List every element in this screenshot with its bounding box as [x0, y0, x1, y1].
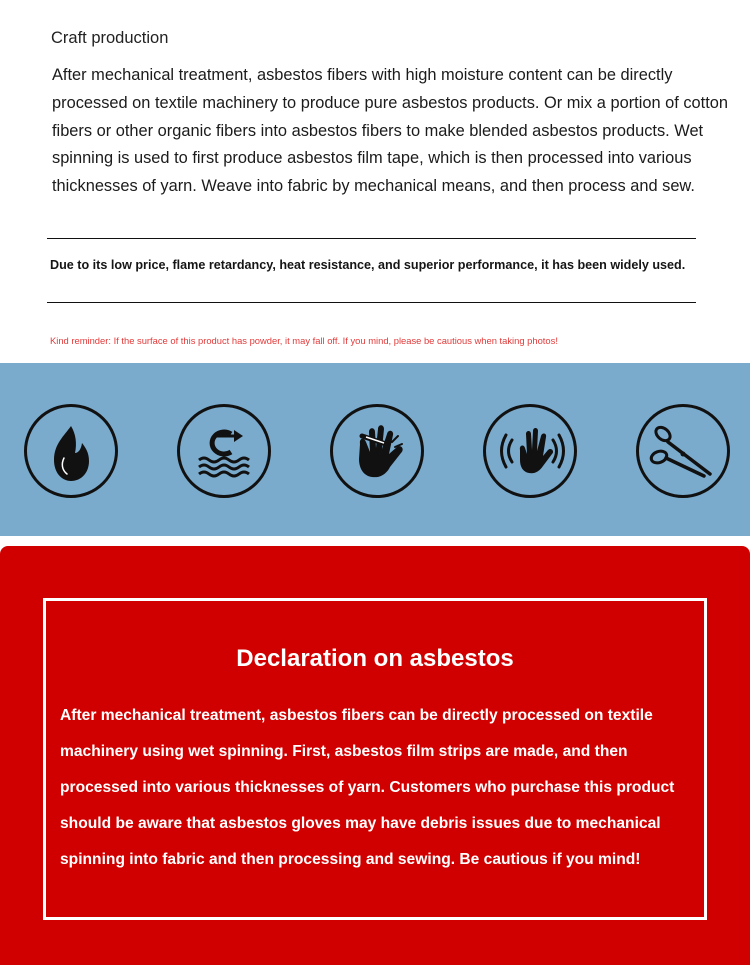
divider-top [47, 238, 696, 239]
asbestos-declaration-panel [0, 546, 750, 965]
declaration-title: Declaration on asbestos [236, 645, 514, 672]
flame-icon [24, 404, 118, 498]
declaration-frame [43, 598, 707, 920]
feature-icon-band [0, 363, 750, 536]
cut-resistant-glove-icon [330, 404, 424, 498]
anti-vibration-glove-icon [483, 404, 577, 498]
craft-production-text: After mechanical treatment, asbestos fibers with high moisture content can be directly processed on textile machinery to produce pure asbestos products. Or mix a portion of cotton fibers or other organic fibers into asbestos fibers to make blended asbestos products. Wet spinning is used to first produce asbestos film tape, which is then processed into various thicknesses of yarn. Weave into fabric by mechanical means, and then process and sew. [52, 66, 729, 196]
declaration-text: After mechanical treatment, asbestos fibers can be directly processed on textile machinery using wet spinning. First, asbestos film strips are made, and then processed into various thicknesses of yarn. Customers who purchase this product should be aware that asbestos gloves may have debris issues due to mechanical spinning into fabric and then processing and sewing. Be cautious if you mind! [60, 707, 675, 868]
scissors-icon [636, 404, 730, 498]
craft-production-title: Craft production [51, 29, 169, 47]
divider-bottom [47, 302, 696, 303]
water-resistant-icon [177, 404, 271, 498]
kind-reminder: Kind reminder: If the surface of this product has powder, it may fall off. If you mind, please be cautious when taking photos! [50, 335, 558, 346]
usage-tagline: Due to its low price, flame retardancy, heat resistance, and superior performance, it has been widely used. [50, 258, 686, 272]
